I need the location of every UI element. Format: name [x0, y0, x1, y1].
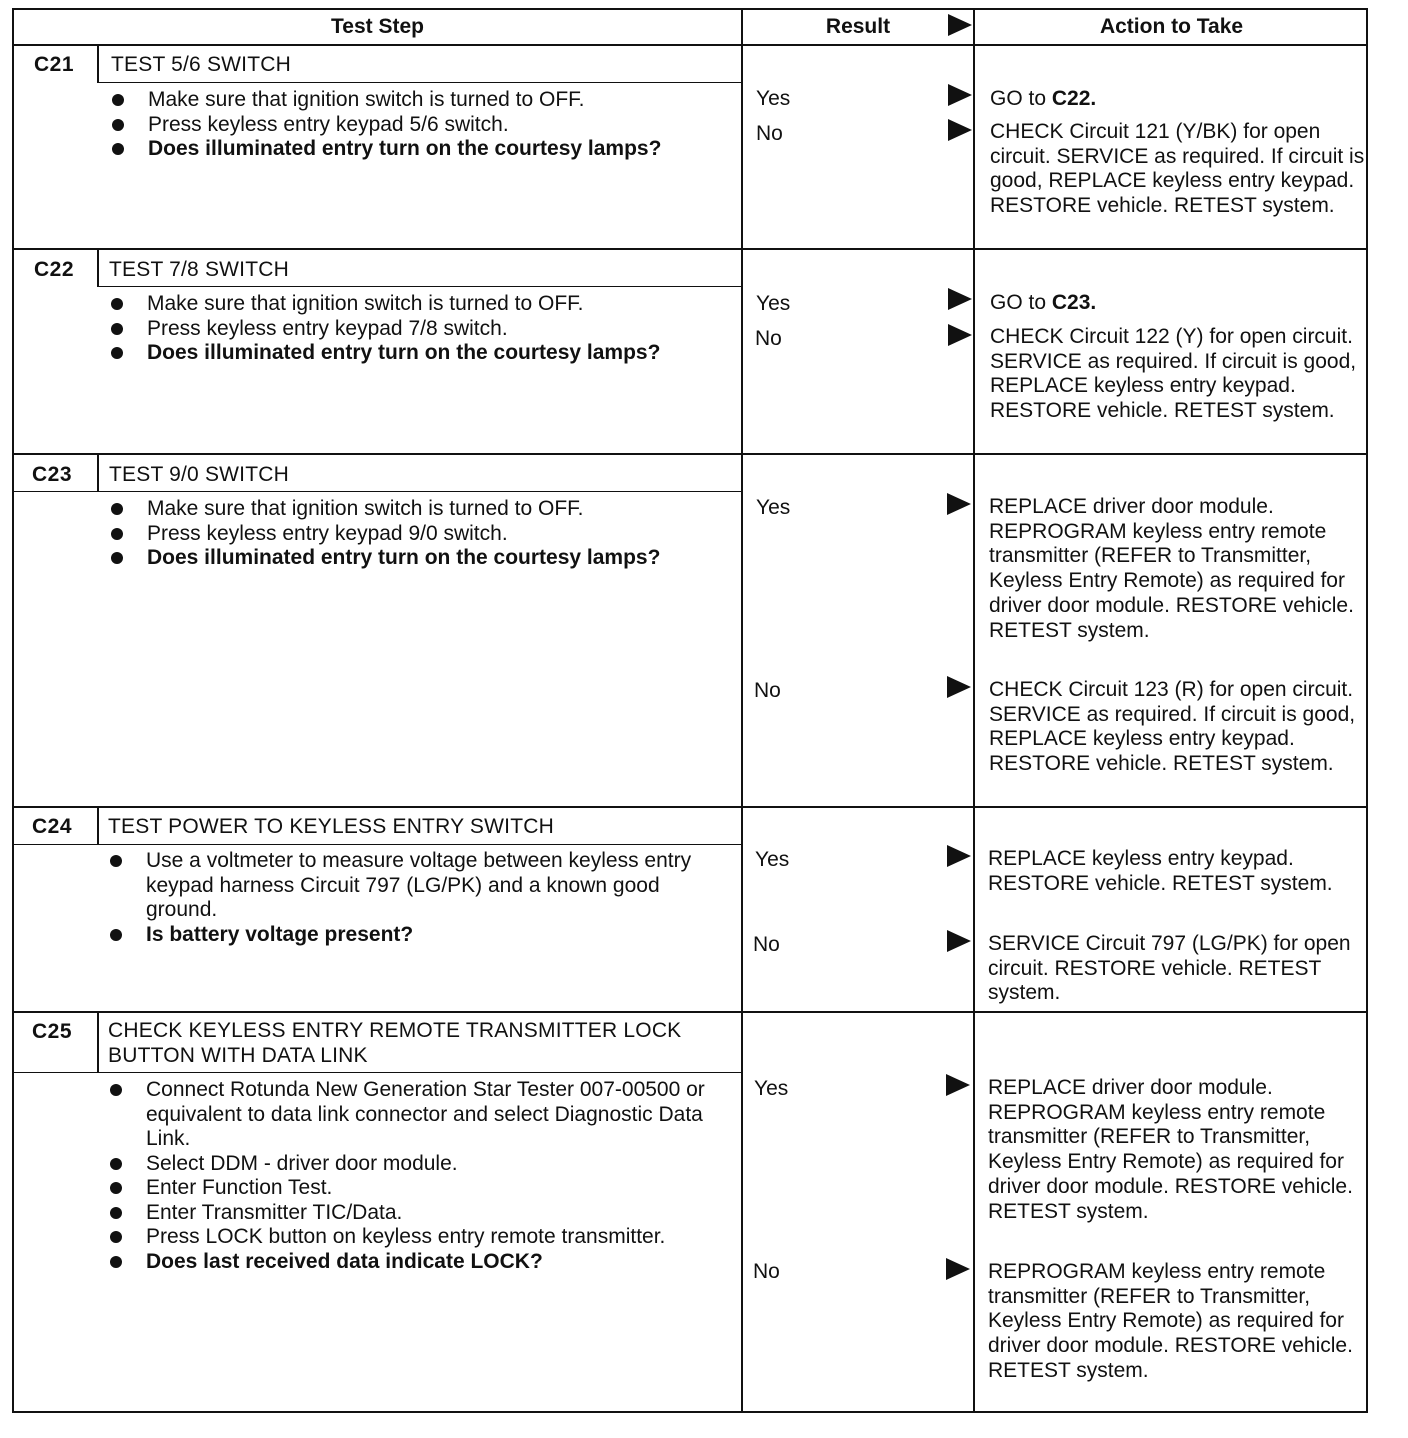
action-yes: [990, 87, 1365, 112]
instruction-item: Enter Function Test.: [110, 1176, 710, 1201]
question-item: Does illuminated entry turn on the courtesy lamps?: [111, 546, 671, 571]
code-divider: [97, 806, 99, 844]
step-title: CHECK KEYLESS ENTRY REMOTE TRANSMITTER LOCK BUTTON WITH DATA LINK: [108, 1019, 682, 1067]
instruction-item: Enter Transmitter TIC/Data.: [110, 1201, 710, 1226]
question-item: Does illuminated entry turn on the courtesy lamps?: [111, 341, 671, 366]
action-text: GO to: [990, 87, 1052, 110]
instruction-item: Make sure that ignition switch is turned to OFF.: [111, 497, 671, 522]
arrow-right-icon: [947, 845, 971, 867]
code-divider: [97, 1011, 99, 1072]
arrow-right-icon: [947, 930, 971, 952]
title-divider: [97, 286, 741, 287]
result-no: No: [753, 1260, 780, 1283]
instruction-item: Press keyless entry keypad 9/0 switch.: [111, 522, 671, 547]
diagnostic-table: [12, 8, 1368, 1413]
instruction-item: Select DDM - driver door module.: [110, 1152, 710, 1177]
header-action: Action to Take: [1099, 15, 1244, 38]
result-no: No: [756, 122, 783, 145]
action-no: CHECK Circuit 121 (Y/BK) for open circuit. SERVICE as required. If circuit is good, REPLACE keyless entry keypad. RESTORE vehicle. RETEST system.: [990, 120, 1365, 218]
step-code: C21: [34, 53, 75, 76]
step-instructions: [111, 292, 671, 366]
step-code: C22: [34, 258, 75, 281]
row-divider: [14, 453, 1368, 455]
action-no: CHECK Circuit 123 (R) for open circuit. SERVICE as required. If circuit is good, REPLACE keyless entry keypad. RESTORE vehicle. RETEST system.: [989, 678, 1356, 776]
code-divider: [97, 44, 99, 82]
result-yes: Yes: [755, 848, 790, 871]
instruction-item: Connect Rotunda New Generation Star Tester 007-00500 or equivalent to data link connector and select Diagnostic Data Link.: [110, 1078, 710, 1152]
question-item: Is battery voltage present?: [110, 923, 710, 948]
title-divider: [97, 82, 741, 83]
code-divider: [97, 453, 99, 491]
instruction-item: Press keyless entry keypad 7/8 switch.: [111, 317, 671, 342]
row-divider: [14, 248, 1368, 250]
instruction-item: Press keyless entry keypad 5/6 switch.: [112, 113, 672, 138]
action-yes: [990, 291, 1365, 316]
arrow-right-icon: [946, 1074, 970, 1096]
step-title: TEST POWER TO KEYLESS ENTRY SWITCH: [108, 815, 554, 838]
action-no: CHECK Circuit 122 (Y) for open circuit. SERVICE as required. If circuit is good, REPLACE keyless entry keypad. RESTORE vehicle. RETEST system.: [990, 325, 1357, 423]
result-yes: Yes: [756, 87, 791, 110]
header-result: Result: [825, 15, 891, 38]
result-no: No: [754, 679, 781, 702]
action-no: SERVICE Circuit 797 (LG/PK) for open circuit. RESTORE vehicle. RETEST system.: [988, 932, 1351, 1005]
arrow-right-icon: [947, 493, 971, 515]
instruction-item: Make sure that ignition switch is turned to OFF.: [111, 292, 671, 317]
step-code: C25: [32, 1020, 73, 1043]
title-divider: [14, 491, 741, 492]
row-divider: [14, 1011, 1368, 1013]
step-code: C23: [32, 463, 73, 486]
result-no: No: [755, 327, 782, 350]
result-no: No: [753, 933, 780, 956]
arrow-right-icon: [948, 119, 972, 141]
column-divider-action: [973, 10, 975, 1413]
instruction-item: Use a voltmeter to measure voltage between keyless entry keypad harness Circuit 797 (LG/PK) and a known good ground.: [110, 849, 710, 923]
question-item: Does illuminated entry turn on the courtesy lamps?: [112, 137, 672, 162]
goto-step-link: C23.: [1051, 291, 1097, 314]
instruction-item: Make sure that ignition switch is turned to OFF.: [112, 88, 672, 113]
arrow-right-icon: [948, 288, 972, 310]
arrow-right-icon: [946, 1258, 970, 1280]
step-title: TEST 9/0 SWITCH: [109, 463, 289, 486]
action-no: REPROGRAM keyless entry remote transmitter (REFER to Transmitter, Keyless Entry Remote) as required for driver door module. RESTORE vehicle. RETEST system.: [988, 1260, 1353, 1382]
arrow-right-icon: [948, 84, 972, 106]
result-yes: Yes: [754, 1077, 789, 1100]
arrow-right-icon: [948, 324, 972, 346]
arrow-right-icon: [947, 676, 971, 698]
title-divider: [14, 844, 741, 845]
code-divider: [97, 248, 99, 286]
step-instructions: [111, 497, 671, 571]
action-yes: REPLACE keyless entry keypad. RESTORE vehicle. RETEST system.: [988, 847, 1333, 895]
action-text: GO to: [990, 291, 1052, 314]
arrow-right-icon: [948, 14, 972, 36]
step-instructions: [110, 849, 710, 947]
action-yes: REPLACE driver door module. REPROGRAM keyless entry remote transmitter (REFER to Transmitter, Keyless Entry Remote) as required for driver door module. RESTORE vehicle. RETEST system.: [989, 495, 1354, 642]
goto-step-link: C22.: [1051, 87, 1097, 110]
step-title: TEST 7/8 SWITCH: [109, 258, 289, 281]
instruction-item: Press LOCK button on keyless entry remote transmitter.: [110, 1225, 710, 1250]
step-instructions: [112, 88, 672, 162]
column-divider-result: [741, 10, 743, 1413]
action-yes: REPLACE driver door module. REPROGRAM keyless entry remote transmitter (REFER to Transmitter, Keyless Entry Remote) as required for driver door module. RESTORE vehicle. RETEST system.: [988, 1076, 1353, 1223]
header-divider: [14, 44, 1368, 46]
title-divider: [14, 1072, 741, 1073]
row-divider: [14, 806, 1368, 808]
step-title: TEST 5/6 SWITCH: [111, 53, 291, 76]
result-yes: Yes: [756, 496, 791, 519]
question-item: Does last received data indicate LOCK?: [110, 1250, 710, 1275]
step-instructions: [110, 1078, 710, 1274]
header-test-step: Test Step: [331, 15, 424, 38]
step-code: C24: [32, 815, 73, 838]
result-yes: Yes: [756, 292, 791, 315]
